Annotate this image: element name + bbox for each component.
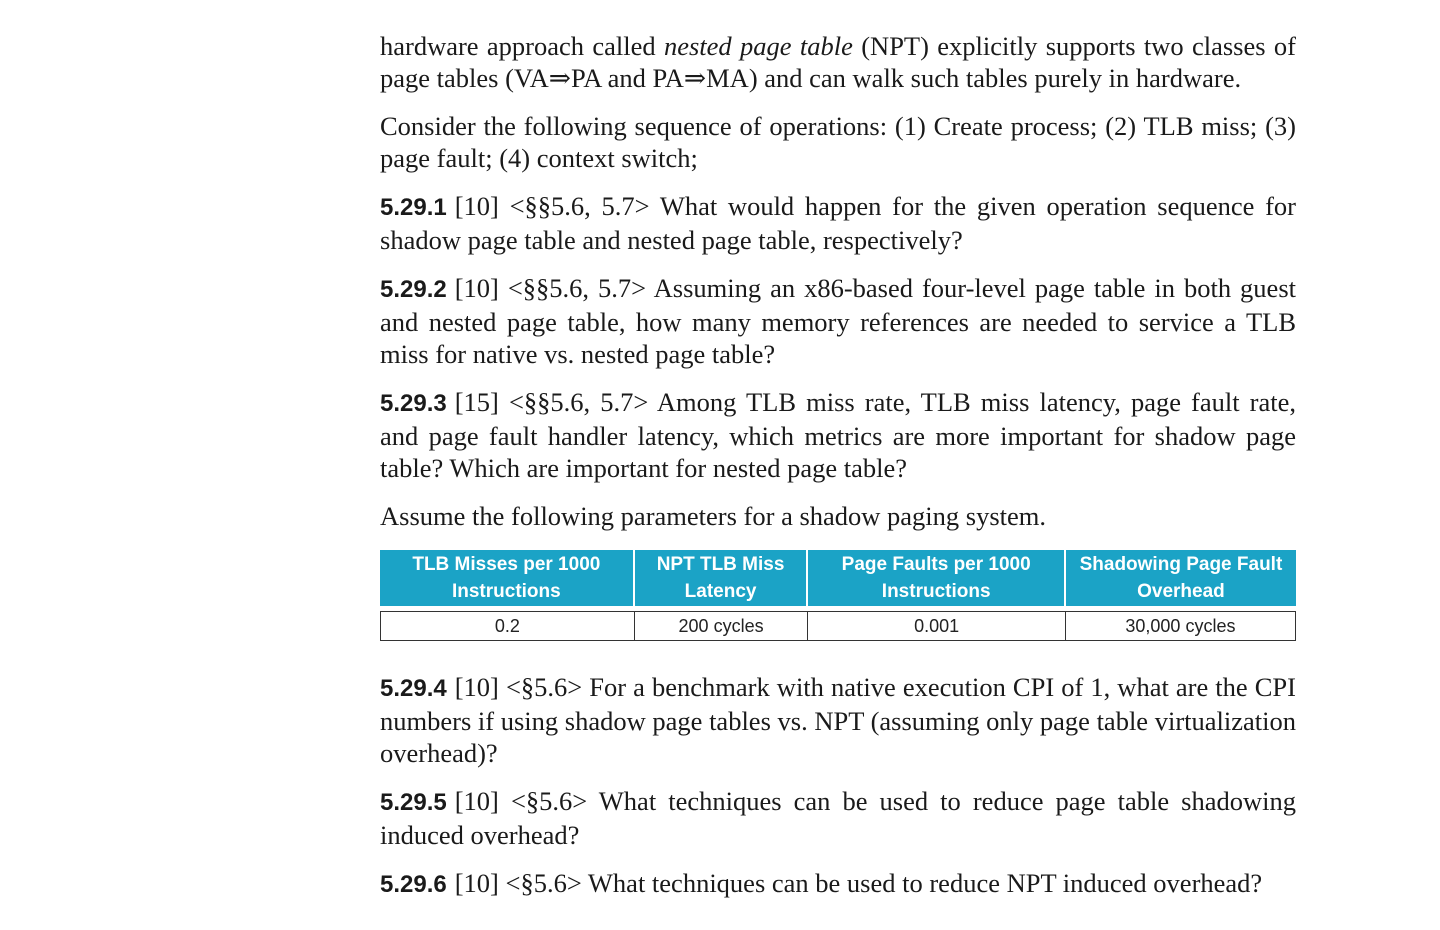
table-header-row	[380, 550, 1296, 606]
nested-page-table-term: nested page table	[663, 31, 853, 61]
exercise-number: 5.29.1	[380, 194, 447, 221]
exercise-number: 5.29.5	[380, 789, 447, 816]
intro-paragraph-npt	[380, 30, 1296, 94]
exercise-text: [15] <§§5.6, 5.7> Among TLB miss rate, TLB miss latency, page fault rate, and page fault handler latency, which metrics are more important for shadow page table? Which are important for nested page table?	[380, 387, 1296, 483]
intro-text-start: hardware approach called	[380, 31, 664, 61]
exercise-5-29-2	[380, 272, 1296, 370]
exercise-5-29-1	[380, 190, 1296, 256]
table-row	[380, 611, 1296, 641]
exercise-text: [10] <§5.6> What techniques can be used to reduce NPT induced overhead?	[454, 868, 1263, 898]
cell-shadowing-overhead: 30,000 cycles	[1066, 611, 1296, 641]
cell-npt-tlb-miss-latency: 200 cycles	[635, 611, 809, 641]
exercise-number: 5.29.6	[380, 871, 447, 898]
exercise-text: [10] <§5.6> For a benchmark with native execution CPI of 1, what are the CPI numbers if using shadow page tables vs. NPT (assuming only page table virtualization overhead)?	[380, 672, 1296, 768]
intro-text-end: (NPT) explicitly supports two classes of page tables (VA⇒PA and PA⇒MA) and can walk such tables purely in hardware.	[380, 31, 1296, 93]
exercise-number: 5.29.2	[380, 276, 447, 303]
assume-parameters-paragraph: Assume the following parameters for a shadow paging system.	[380, 501, 1047, 531]
exercise-text: [10] <§§5.6, 5.7> What would happen for the given operation sequence for shadow page table and nested page table, respectively?	[380, 191, 1296, 255]
exercise-number: 5.29.3	[380, 390, 447, 417]
header-shadowing-overhead: Shadowing Page Fault Overhead	[1066, 550, 1296, 606]
exercise-5-29-6	[380, 867, 1296, 901]
exercise-text: [10] <§§5.6, 5.7> Assuming an x86-based four-level page table in both guest and nested page table, how many memory references are needed to service a TLB miss for native vs. nested page table?	[380, 273, 1296, 369]
exercise-text: [10] <§5.6> What techniques can be used to reduce page table shadowing induced overhead?	[380, 786, 1296, 850]
text-column	[380, 30, 1296, 917]
exercise-5-29-5	[380, 785, 1296, 851]
operations-sequence-paragraph: Consider the following sequence of operations: (1) Create process; (2) TLB miss; (3) page fault; (4) context switch;	[380, 111, 1296, 173]
header-tlb-misses: TLB Misses per 1000 Instructions	[380, 550, 635, 606]
cell-page-faults: 0.001	[808, 611, 1065, 641]
shadow-paging-parameters-table	[380, 550, 1296, 641]
exercise-5-29-3	[380, 386, 1296, 484]
exercise-number: 5.29.4	[380, 675, 447, 702]
cell-tlb-misses: 0.2	[380, 611, 635, 641]
header-npt-tlb-miss-latency: NPT TLB Miss Latency	[635, 550, 809, 606]
exercise-5-29-4	[380, 671, 1296, 769]
header-page-faults: Page Faults per 1000 Instructions	[808, 550, 1065, 606]
